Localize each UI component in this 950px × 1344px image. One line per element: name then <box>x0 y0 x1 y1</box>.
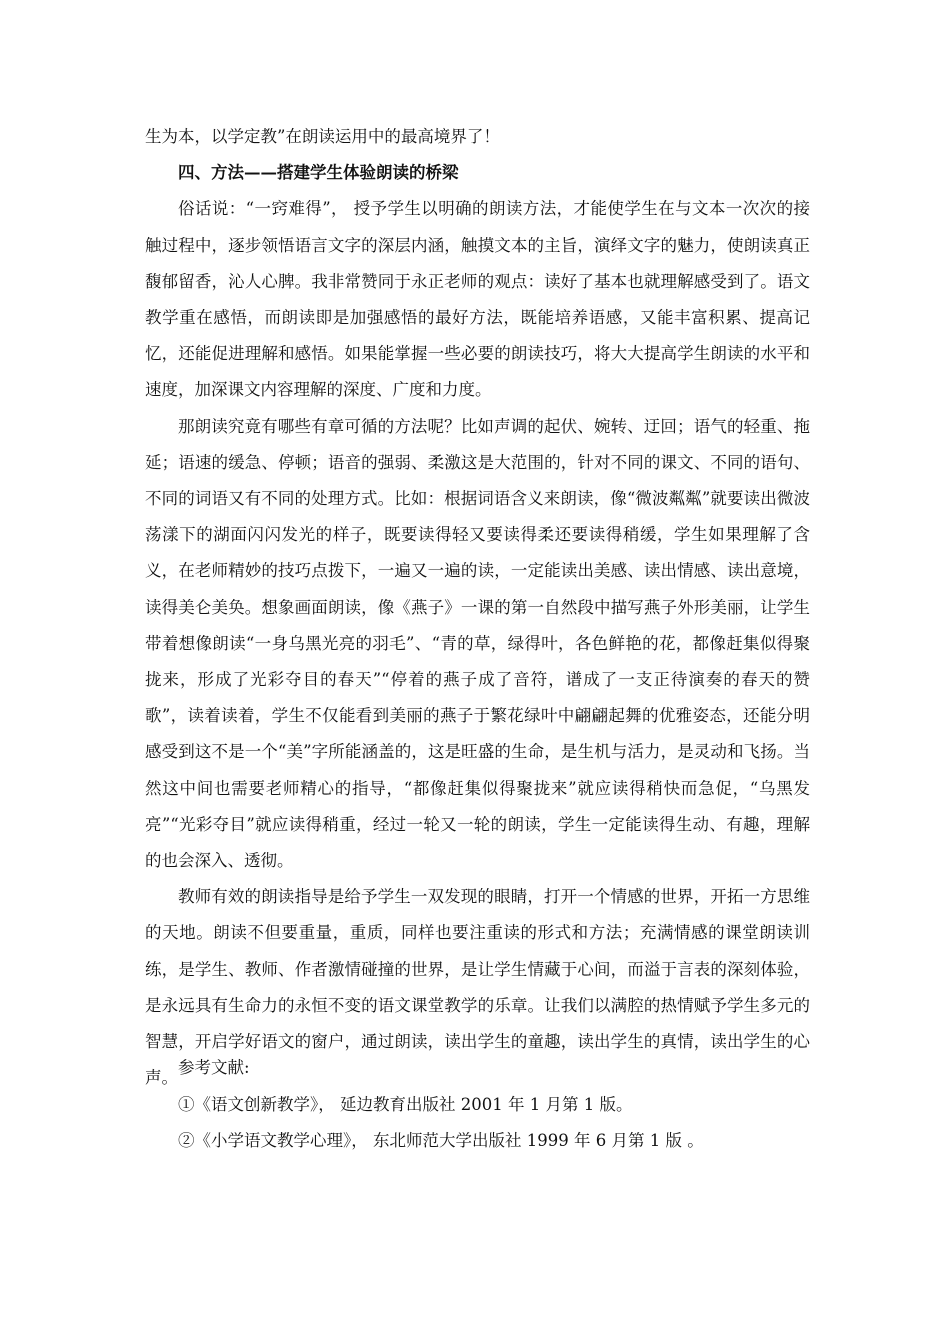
article-body <box>145 119 810 1096</box>
references-section <box>145 1050 810 1160</box>
references-title: 参考文献: <box>178 1058 250 1077</box>
reference-item: ①《语文创新教学》， 延边教育出版社 2001 年 1 月第 1 版。 <box>178 1094 633 1114</box>
paragraph: 俗话说：“一窍难得”， 授予学生以明确的朗读方法，才能使学生在与文本一次次的接触过程中，逐步领悟语言文字的深层内涵，触摸文本的主旨，演绎文字的魅力，使朗读真正馥郁留香，沁人心脾。我非常赞同于永正老师的观点：读好了基本也就理解感受到了。语文教学重在感悟，而朗读即是加强感悟的最好方法，既能培养语感，又能丰富积累、提高记忆，还能促进理解和感悟。如果能掌握一些必要的朗读技巧，将大大提高学生朗读的水平和速度，加深课文内容理解的深度、广度和力度。 <box>145 199 810 400</box>
paragraph: 那朗读究竟有哪些有章可循的方法呢？比如声调的起伏、婉转、迂回；语气的轻重、拖延；语速的缓急、停顿；语音的强弱、柔激这是大范围的，针对不同的课文、不同的语句、不同的词语又有不同的处理方式。比如：根据词语含义来朗读，像“微波粼粼”就要读出微波荡漾下的湖面闪闪发光的样子，既要读得轻又要读得柔还要读得稍缓，学生如果理解了含义，在老师精妙的技巧点拨下，一遍又一遍的读，一定能读出美感、读出情感、读出意境，读得美仑美奂。想象画面朗读，像《燕子》一课的第一自然段中描写燕子外形美丽，让学生带着想像朗读“一身乌黑光亮的羽毛”、“青的草，绿得叶，各色鲜艳的花，都像赶集似得聚拢来，形成了光彩夺目的春天”“停着的燕子成了音符，谱成了一支正待演奏的春天的赞歌”，读着读着，学生不仅能看到美丽的燕子于繁花绿叶中翩翩起舞的优雅姿态，还能分明感受到这不是一个“美”字所能涵盖的，这是旺盛的生命，是生机与活力，是灵动和飞扬。当然这中间也需要老师精心的指导，“都像赶集似得聚拢来”就应读得稍快而急促，“乌黑发亮”“光彩夺目”就应读得稍重，经过一轮又一轮的朗读，学生一定能读得生动、有趣，理解的也会深入、透彻。 <box>145 416 810 871</box>
reference-item: ②《小学语文教学心理》， 东北师范大学出版社 1999 年 6 月第 1 版 。 <box>178 1131 704 1150</box>
section-heading: 四、方法——搭建学生体验朗读的桥梁 <box>178 163 459 183</box>
paragraph-continuation: 生为本，以学定教”在朗读运用中的最高境界了！ <box>145 127 500 146</box>
paragraph: 教师有效的朗读指导是给予学生一双发现的眼睛，打开一个情感的世界，开拓一方思维的天地。朗读不但要重量，重质，同样也要注重读的形式和方法；充满情感的课堂朗读训练，是学生、教师、作者激情碰撞的世界，是让学生情藏于心间，而溢于言表的深刻体验，是永远具有生命力的永恒不变的语文课堂教学的乐章。让我们以满腔的热情赋予学生多元的智慧，开启学好语文的窗户，通过朗读，读出学生的童趣，读出学生的真情，读出学生的心声。 <box>145 887 810 1088</box>
